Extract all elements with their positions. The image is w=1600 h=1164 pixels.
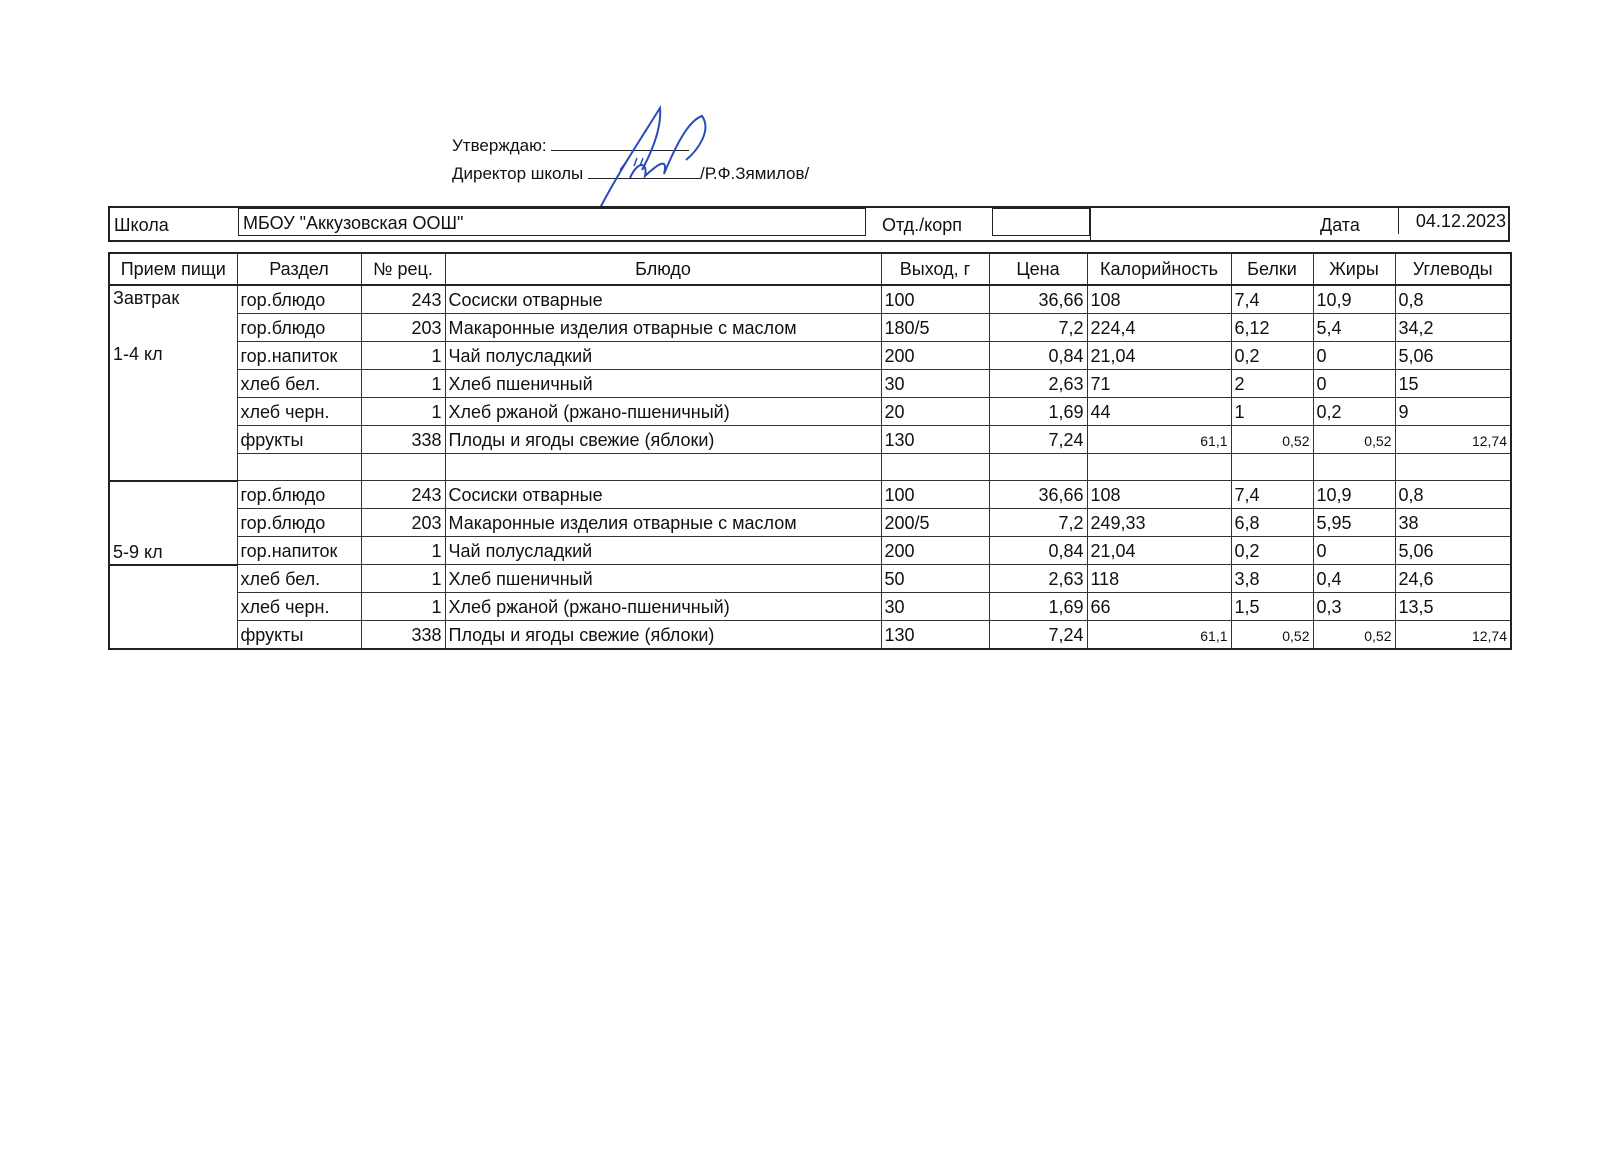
- price-cell: 7,2: [989, 314, 1087, 342]
- section-cell: хлеб черн.: [237, 398, 361, 426]
- recipe-cell: 338: [361, 621, 445, 650]
- col-section: Раздел: [237, 253, 361, 285]
- yield-cell: 100: [881, 481, 989, 509]
- carbs-cell: 0,8: [1395, 481, 1511, 509]
- kcal-cell: 108: [1087, 285, 1231, 314]
- fat-cell: 5,4: [1313, 314, 1395, 342]
- fat-cell: 10,9: [1313, 481, 1395, 509]
- protein-cell: 6,8: [1231, 509, 1313, 537]
- price-cell: 36,66: [989, 285, 1087, 314]
- recipe-cell: [361, 454, 445, 481]
- dish-cell: Чай полусладкий: [445, 342, 881, 370]
- meal-cell: [109, 509, 237, 537]
- table-row: [109, 509, 1511, 537]
- recipe-cell: 1: [361, 593, 445, 621]
- kcal-cell: 118: [1087, 565, 1231, 593]
- section-cell: фрукты: [237, 426, 361, 454]
- carbs-cell: 0,8: [1395, 285, 1511, 314]
- yield-cell: 200: [881, 342, 989, 370]
- price-cell: 2,63: [989, 370, 1087, 398]
- protein-cell: 0,52: [1231, 426, 1313, 454]
- kcal-cell: 108: [1087, 481, 1231, 509]
- meal-cell: [109, 314, 237, 342]
- section-cell: хлеб бел.: [237, 565, 361, 593]
- recipe-cell: 203: [361, 314, 445, 342]
- carbs-cell: 38: [1395, 509, 1511, 537]
- fat-cell: 0: [1313, 370, 1395, 398]
- protein-cell: 0,2: [1231, 342, 1313, 370]
- fat-cell: [1313, 454, 1395, 481]
- kcal-cell: 44: [1087, 398, 1231, 426]
- recipe-cell: 1: [361, 565, 445, 593]
- protein-cell: 6,12: [1231, 314, 1313, 342]
- price-cell: 0,84: [989, 537, 1087, 565]
- table-row: [109, 342, 1511, 370]
- fat-cell: 0,52: [1313, 426, 1395, 454]
- section-cell: гор.блюдо: [237, 481, 361, 509]
- dish-cell: Сосиски отварные: [445, 481, 881, 509]
- table-row: [109, 398, 1511, 426]
- yield-cell: 30: [881, 370, 989, 398]
- menu-table: [108, 252, 1512, 650]
- table-row: [109, 481, 1511, 509]
- yield-cell: 130: [881, 621, 989, 650]
- recipe-cell: 1: [361, 537, 445, 565]
- table-row: [109, 285, 1511, 314]
- carbs-cell: 9: [1395, 398, 1511, 426]
- recipe-cell: 1: [361, 342, 445, 370]
- recipe-cell: 338: [361, 426, 445, 454]
- carbs-cell: 12,74: [1395, 621, 1511, 650]
- yield-cell: 200/5: [881, 509, 989, 537]
- kcal-cell: 224,4: [1087, 314, 1231, 342]
- col-kcal: Калорийность: [1087, 253, 1231, 285]
- signature-icon: [590, 100, 730, 220]
- yield-cell: 30: [881, 593, 989, 621]
- date-label: Дата: [1320, 215, 1360, 235]
- recipe-cell: 243: [361, 481, 445, 509]
- dish-cell: Плоды и ягоды свежие (яблоки): [445, 426, 881, 454]
- fat-cell: 0,52: [1313, 621, 1395, 650]
- header-row: [108, 206, 1510, 242]
- recipe-cell: 203: [361, 509, 445, 537]
- dish-cell: [445, 454, 881, 481]
- meal-cell: [109, 370, 237, 398]
- approve-label: Утверждаю:: [452, 136, 547, 155]
- section-cell: гор.блюдо: [237, 314, 361, 342]
- price-cell: 7,24: [989, 426, 1087, 454]
- dish-cell: Плоды и ягоды свежие (яблоки): [445, 621, 881, 650]
- dish-cell: Чай полусладкий: [445, 537, 881, 565]
- table-row: [109, 565, 1511, 593]
- school-name-box: [238, 208, 866, 236]
- fat-cell: 0: [1313, 342, 1395, 370]
- section-cell: гор.напиток: [237, 342, 361, 370]
- carbs-cell: 15: [1395, 370, 1511, 398]
- dish-cell: Хлеб пшеничный: [445, 370, 881, 398]
- kcal-cell: 21,04: [1087, 342, 1231, 370]
- col-protein: Белки: [1231, 253, 1313, 285]
- price-cell: 1,69: [989, 593, 1087, 621]
- fat-cell: 0: [1313, 537, 1395, 565]
- table-header: [109, 253, 1511, 285]
- section-cell: гор.блюдо: [237, 509, 361, 537]
- school-name: МБОУ "Аккузовская ООШ": [243, 213, 464, 233]
- fat-cell: 5,95: [1313, 509, 1395, 537]
- price-cell: 2,63: [989, 565, 1087, 593]
- yield-cell: [881, 454, 989, 481]
- director-name: /Р.Ф.Зямилов/: [700, 164, 810, 183]
- meal-cell: [109, 398, 237, 426]
- protein-cell: 7,4: [1231, 285, 1313, 314]
- protein-cell: 1: [1231, 398, 1313, 426]
- protein-cell: 0,2: [1231, 537, 1313, 565]
- yield-cell: 20: [881, 398, 989, 426]
- meal-cell: [109, 481, 237, 509]
- empty-row: [109, 454, 1511, 481]
- section-cell: [237, 454, 361, 481]
- meal-cell: [109, 621, 237, 650]
- meal-cell: [109, 454, 237, 481]
- recipe-cell: 1: [361, 370, 445, 398]
- meal-cell: [109, 426, 237, 454]
- yield-cell: 130: [881, 426, 989, 454]
- section-cell: фрукты: [237, 621, 361, 650]
- col-carbs: Углеводы: [1395, 253, 1511, 285]
- yield-cell: 200: [881, 537, 989, 565]
- carbs-cell: 12,74: [1395, 426, 1511, 454]
- kcal-cell: 61,1: [1087, 426, 1231, 454]
- protein-cell: 1,5: [1231, 593, 1313, 621]
- fat-cell: 0,3: [1313, 593, 1395, 621]
- col-dish: Блюдо: [445, 253, 881, 285]
- table-row: [109, 426, 1511, 454]
- carbs-cell: [1395, 454, 1511, 481]
- recipe-cell: 1: [361, 398, 445, 426]
- school-label: Школа: [114, 215, 169, 235]
- table-row: [109, 370, 1511, 398]
- col-price: Цена: [989, 253, 1087, 285]
- table-row: [109, 593, 1511, 621]
- meal-cell: [109, 593, 237, 621]
- price-cell: [989, 454, 1087, 481]
- kcal-cell: 21,04: [1087, 537, 1231, 565]
- price-cell: 7,2: [989, 509, 1087, 537]
- col-recipe: № рец.: [361, 253, 445, 285]
- price-cell: 36,66: [989, 481, 1087, 509]
- carbs-cell: 5,06: [1395, 537, 1511, 565]
- yield-cell: 180/5: [881, 314, 989, 342]
- price-cell: 7,24: [989, 621, 1087, 650]
- date-box: [1398, 208, 1508, 234]
- col-meal: Прием пищи: [109, 253, 237, 285]
- price-cell: 1,69: [989, 398, 1087, 426]
- director-label: Директор школы: [452, 164, 584, 183]
- protein-cell: 2: [1231, 370, 1313, 398]
- kcal-cell: 61,1: [1087, 621, 1231, 650]
- kcal-cell: 249,33: [1087, 509, 1231, 537]
- carbs-cell: 24,6: [1395, 565, 1511, 593]
- fat-cell: 10,9: [1313, 285, 1395, 314]
- class-cell: 1-4 кл: [109, 342, 237, 370]
- protein-cell: 3,8: [1231, 565, 1313, 593]
- protein-cell: [1231, 454, 1313, 481]
- dept-label: Отд./корп: [882, 215, 962, 235]
- yield-cell: 100: [881, 285, 989, 314]
- fat-cell: 0,4: [1313, 565, 1395, 593]
- fat-cell: 0,2: [1313, 398, 1395, 426]
- col-fat: Жиры: [1313, 253, 1395, 285]
- dish-cell: Хлеб ржаной (ржано-пшеничный): [445, 398, 881, 426]
- dish-cell: Сосиски отварные: [445, 285, 881, 314]
- dish-cell: Макаронные изделия отварные с маслом: [445, 314, 881, 342]
- protein-cell: 0,52: [1231, 621, 1313, 650]
- section-cell: гор.напиток: [237, 537, 361, 565]
- meal-cell: [109, 565, 237, 593]
- carbs-cell: 34,2: [1395, 314, 1511, 342]
- class-cell: 5-9 кл: [109, 537, 237, 565]
- carbs-cell: 13,5: [1395, 593, 1511, 621]
- dish-cell: Макаронные изделия отварные с маслом: [445, 509, 881, 537]
- date-value: 04.12.2023: [1415, 211, 1506, 231]
- carbs-cell: 5,06: [1395, 342, 1511, 370]
- dish-cell: Хлеб пшеничный: [445, 565, 881, 593]
- protein-cell: 7,4: [1231, 481, 1313, 509]
- kcal-cell: 66: [1087, 593, 1231, 621]
- recipe-cell: 243: [361, 285, 445, 314]
- price-cell: 0,84: [989, 342, 1087, 370]
- kcal-cell: [1087, 454, 1231, 481]
- section-cell: хлеб бел.: [237, 370, 361, 398]
- section-cell: гор.блюдо: [237, 285, 361, 314]
- section-cell: хлеб черн.: [237, 593, 361, 621]
- dish-cell: Хлеб ржаной (ржано-пшеничный): [445, 593, 881, 621]
- dept-field: [992, 208, 1090, 236]
- table-row: [109, 537, 1511, 565]
- meal-cell: Завтрак: [109, 285, 237, 314]
- table-row: [109, 621, 1511, 650]
- kcal-cell: 71: [1087, 370, 1231, 398]
- yield-cell: 50: [881, 565, 989, 593]
- col-yield: Выход, г: [881, 253, 989, 285]
- table-row: [109, 314, 1511, 342]
